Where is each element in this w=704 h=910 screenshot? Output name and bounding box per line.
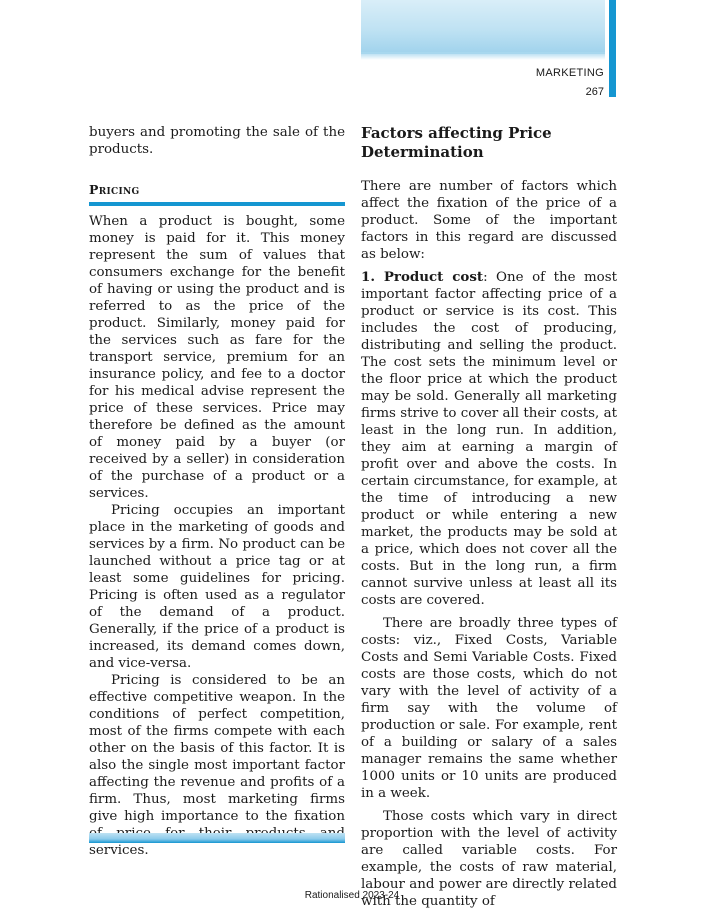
- paragraph: When a product is bought, some money is paid for it. This money represent the sum of values that consumers exchange for the benefit of having or using the product and is referred to as the price of the product. Similarly, money paid for the services such as fare for the transport service, premium for an insurance policy, and fee to a doctor for his medical advise represent the price of these services. Price may therefore be defined as the amount of money paid by a buyer (or received by a seller) in consideration of the purchase of a product or a services.: [89, 214, 345, 501]
- top-decorative-band: [361, 0, 605, 54]
- paragraph: Those costs which vary in direct proportion with the level of activity are called variable costs. For example, the costs of raw material, labour and power are directly related with the quantity of: [361, 809, 617, 909]
- page-number: 267: [585, 86, 604, 98]
- factor-text: : One of the most important factor affecting price of a product or service is its cost. This includes the cost of producing, distributing and selling the product. The cost sets the minimum level or the floor price at which the product may be sold. Generally all marketing firms strive to cover all their costs, at least in the long run. In addition, they aim at earning a margin of profit over and above the costs. In certain circumstance, for example, at the time of introducing a new product or while entering a new market, the products may be sold at a price, which does not cover all the costs. But in the long run, a firm cannot survive unless at least all its costs are covered.: [361, 270, 617, 608]
- bottom-decorative-rule: [89, 833, 345, 843]
- factor-product-cost: [361, 269, 617, 609]
- pricing-heading: Pricing: [89, 182, 140, 197]
- footer-text: Rationalised 2023-24: [304, 890, 400, 901]
- heading-rule: [89, 202, 345, 206]
- factors-heading: Factors affecting Price Determination: [361, 124, 552, 161]
- paragraph: There are broadly three types of costs: viz., Fixed Costs, Variable Costs and Semi Variable Costs. Fixed costs are those costs, which do not vary with the level of activity of a firm say with the volume of production or sale. For example, rent of a building or salary of a sales manager remains the same whether 1000 units or 10 units are produced in a week.: [361, 616, 617, 801]
- right-accent-bar: [609, 0, 616, 97]
- paragraph: Pricing is considered to be an effective competitive weapon. In the conditions of perfect competition, most of the firms compete with each other on the basis of this factor. It is also the single most important factor affecting the revenue and profits of a firm. Thus, most marketing firms give high importance to the fixation services.: [89, 673, 345, 858]
- intro-continuation: buyers and promoting the sale of the products.: [89, 125, 345, 157]
- paragraph: Pricing occupies an important place in the marketing of goods and services by a firm. No product can be launched without a price tag or at least some guidelines for pricing. Pricing is often used as a regulator of the demand of a product. Generally, if the price of a product is increased, its demand comes down, and vice-versa.: [89, 503, 345, 671]
- paragraph: There are number of factors which affect the fixation of the price of a product. Some of the important factors in this regard are discussed as below:: [361, 179, 617, 262]
- factor-title: 1. Product cost: [361, 269, 484, 285]
- right-column: [361, 124, 617, 910]
- running-head: MARKETING: [535, 67, 604, 79]
- left-column: [89, 124, 345, 859]
